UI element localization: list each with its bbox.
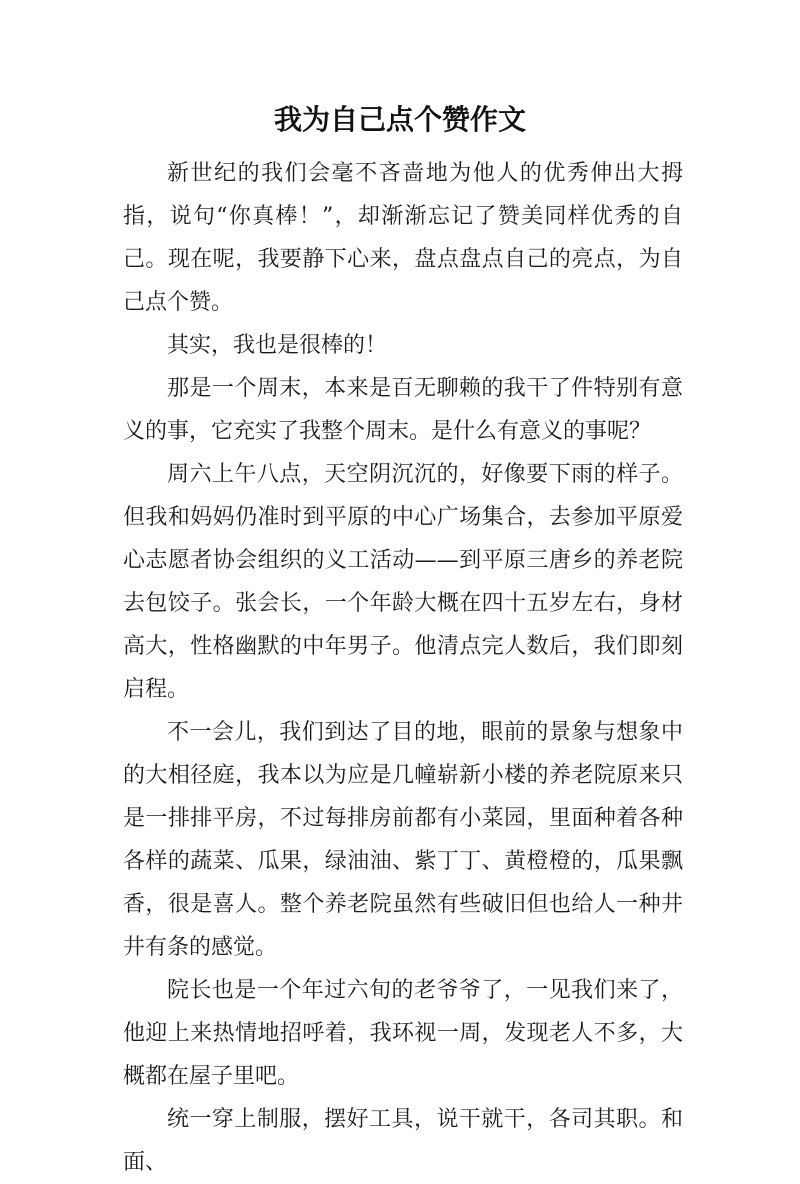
paragraph: 统一穿上制服，摆好工具，说干就干，各司其职。和面、 <box>123 1107 683 1175</box>
paragraph: 不一会儿，我们到达了目的地，眼前的景象与想象中的大相径庭，我本以为应是几幢崭新小楼的养老院原来只是一排排平房，不过每排房前都有小菜园，里面种着各种各样的蔬菜、瓜果，绿油油、紫丁丁、黄橙橙的，瓜果飘香，很是喜人。整个养老院虽然有些破旧但也给人一种井井有条的感觉。 <box>123 720 683 960</box>
paragraph: 院长也是一个年过六旬的老爷爷了，一见我们来了，他迎上来热情地招呼着，我环视一周，发现老人不多，大概都在屋子里吧。 <box>123 978 683 1089</box>
paragraph: 其实，我也是很棒的！ <box>167 333 388 358</box>
document-title: 我为自己点个赞作文 <box>273 103 526 136</box>
paragraph: 那是一个周末，本来是百无聊赖的我干了件特别有意义的事，它充实了我整个周末。是什么有意义的事呢？ <box>123 376 683 444</box>
paragraph: 周六上午八点，天空阴沉沉的，好像要下雨的样子。但我和妈妈仍准时到平原的中心广场集合，去参加平原爱心志愿者协会组织的义工活动——到平原三唐乡的养老院去包饺子。张会长，一个年龄大概在四十五岁左右，身材高大，性格幽默的中年男子。他清点完人数后，我们即刻启程。 <box>123 462 683 702</box>
paragraph: 新世纪的我们会毫不吝啬地为他人的优秀伸出大拇指，说句“你真棒！”，却渐渐忘记了赞美同样优秀的自己。现在呢，我要静下心来，盘点盘点自己的亮点，为自己点个赞。 <box>123 161 683 315</box>
document-body <box>123 152 683 1184</box>
